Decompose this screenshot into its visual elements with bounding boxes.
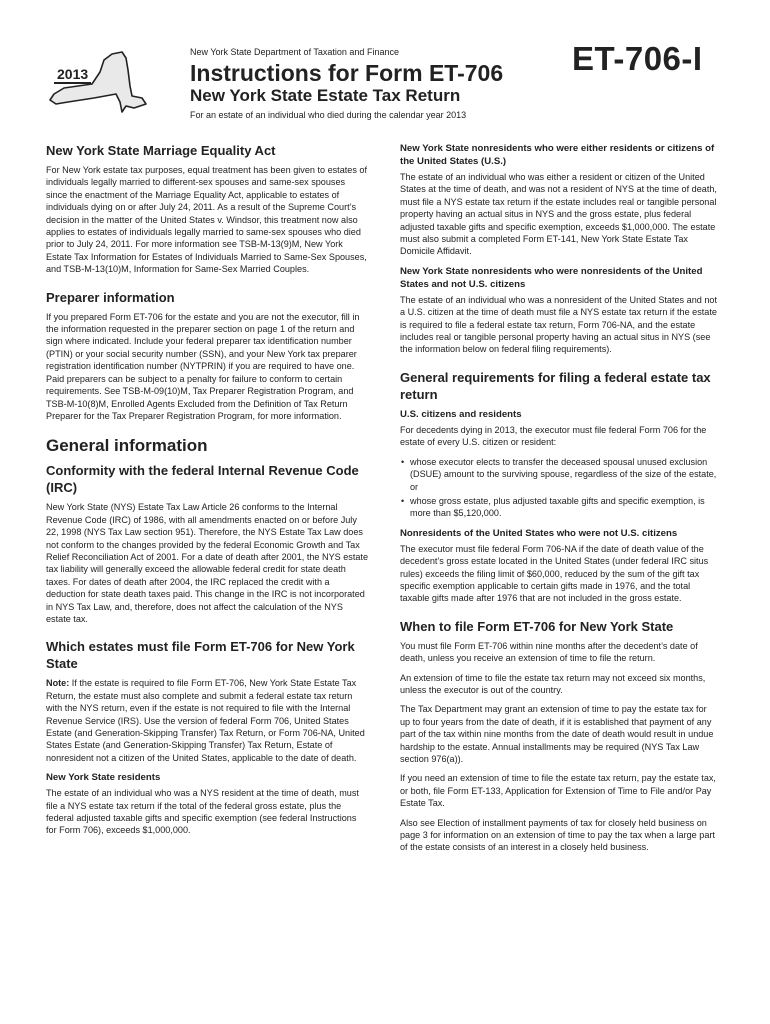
which-estates-note: [46, 677, 368, 764]
list-item: • whose executor elects to transfer the deceased spousal unused exclusion (DSUE) amount to the surviving spouse, regardless of the size of the estate, or: [410, 456, 718, 493]
when-to-file-heading: When to file Form ET-706 for New York State: [400, 618, 674, 634]
preparer-text: If you prepared Form ET-706 for the estate and you are not the executor, fill in the information requested in the preparer section on page 1 of the return and sign where indicated. Include your federal preparer tax identification number (PTIN) or your social security number (SSN), and your New York tax preparer registration identification number (NYTPRIN) if you are required to have one. Paid preparers can be subject to a penalty for failure to conform to certain requirements. See TSB-M-09(10)M, Tax Preparer Registration Program, and TSB-M-10(8)M, Enrolled Agents Excluded from the Definition of Tax Return Preparer for the Tax Preparer Registration Program, for more information.: [46, 311, 360, 421]
conformity-text: New York State (NYS) Estate Tax Law Article 26 conforms to the Internal Revenue Code (IRC) of 1986, with all amendments enacted on or before July 22, 1998 (NYS Tax Law section 951). Therefore, the NYS Estate Tax Law does not conform to the changes provided by the federal Economic Growth and Tax Relief Reconciliation Act of 2001. For a date of death after 2001, the NYS estate tax liability will generally exceed the allowable federal credit for state death taxes. For dates of death after 2004, the IRC replaced the credit with a deduction for state death taxes paid. This change in the IRC is not incorporated in NYS Tax Law, and, therefore, does not affect the calculation of the NYS estate tax.: [46, 502, 369, 624]
when-to-file-text-2: An extension of time to file the estate tax return may not exceed six months, unless the executor is out of the country.: [400, 672, 706, 695]
preparer-heading: Preparer information: [46, 289, 175, 305]
nonresident-noncitizens-text: The estate of an individual who was a nonresident of the United States and not a U.S. citizen at the time of death must file a NYS estate tax return if the estate is required to file a federal estate tax return, Form 706-NA, and the estate includes real or tangible personal property having an actual situs in NYS (see the information below on federal filing requirements).: [400, 294, 717, 355]
page-header: [0, 0, 770, 140]
marriage-equality-heading: New York State Marriage Equality Act: [46, 143, 276, 158]
note-label: Note:: [46, 678, 70, 689]
when-to-file-text-4: If you need an extension of time to file the estate tax return, pay the estate tax, or both, file Form ET-133, Application for Extension of Time to File and/or Pay Estate Tax.: [400, 773, 716, 809]
left-column: [46, 142, 368, 844]
when-to-file-text-3: The Tax Department may grant an extension of time to pay the estate tax for up to four years from the date of death, if it is established that payment of any part of the tax within nine months from the date of death would result in undue hardship to the estate. Annual installments may be required (NYS Tax Law section 976(a)).: [400, 704, 714, 764]
federal-requirements-heading: General requirements for filing a federal estate tax return: [400, 369, 711, 402]
when-to-file-text-5: Also see Election of installment payments of tax for closely held business on page 3 for information on an extension of time to pay the tax when a large part of the estate consists of an interest in a closely held business.: [400, 817, 715, 853]
which-estates-heading: Which estates must file Form ET-706 for New York State: [46, 639, 355, 672]
nonresident-noncitizens-federal-heading: Nonresidents of the United States who were not U.S. citizens: [400, 527, 678, 539]
page-title: Instructions for Form ET-706: [190, 60, 504, 86]
note-text: If the estate is required to file Form ET-706, New York State Estate Tax Return, the estate must also complete and submit a federal estate tax return with the NYS return, even if the estate is not required to file with the Internal Revenue Service (IRS). Use the version of federal Form 706, United States Estate (and Generation-Skipping Transfer) Tax Return, or Form 706-NA, United States Estate (and Generation-Skipping Transfer) Tax Return, Estate of nonresident not a citizen of the United States, applicable to the date of death.: [46, 678, 365, 763]
estate-year-note: For an estate of an individual who died during the calendar year 2013: [190, 110, 467, 120]
marriage-equality-text: For New York estate tax purposes, equal treatment has been given to estates of individuals legally married to different-sex spouses and same-sex spouses since the enactment of the Marriage Equality Act, applicable to estates of individuals dying on or after July 24, 2011. As a result of the Supreme Court’s decision in the matter of the United States v. Windsor, this treatment now also applies to estates of individuals legally married to same-sex spouses who died prior to July 24, 2011. For more information see TSB-M-13(9)M, New York Estate Tax Information for Estates of Individuals Married to Same-Sex Spouses, and TSB-M-13(10)M, Information for Same-Sex Married Couples.: [46, 165, 367, 275]
when-to-file-text-1: You must file Form ET-706 within nine months after the decedent’s date of death, unless you receive an extension of time to file the return.: [400, 640, 698, 664]
nonresident-citizens-text: The estate of an individual who was either a resident or citizen of the United States at the time of death, and was not a resident of NYS at the time of death, must file a NYS estate tax return if the estate includes real or tangible personal property having an actual situs in NYS and the gross estate, plus federal adjusted taxable gifts and specific exemption, exceeds $1,000,000. The estate must also submit a completed Form ET-141, New York State Estate Tax Domicile Affidavit.: [400, 172, 717, 257]
tax-year-badge: 2013: [54, 66, 91, 84]
nonresident-citizens-heading: New York State nonresidents who were either residents or citizens of the United States (U.S.): [400, 143, 715, 167]
federal-requirements-list: [400, 456, 718, 520]
department-name: New York State Department of Taxation and Finance: [190, 47, 399, 57]
nonresident-noncitizens-heading: New York State nonresidents who were nonresidents of the United States and not U.S. citizens: [400, 265, 703, 290]
page-subtitle: New York State Estate Tax Return: [190, 86, 461, 105]
ny-residents-text: The estate of an individual who was a NYS resident at the time of death, must file a NYS estate tax return if the total of the federal gross estate, plus the federal adjusted taxable gifts and specific exemption (see federal Instructions for Form 706), exceeds $1,000,000.: [46, 788, 359, 836]
general-information-heading: General information: [46, 436, 208, 456]
right-column: [400, 142, 718, 861]
list-item: • whose gross estate, plus adjusted taxable gifts and specific exemption, is more than $5,120,000.: [410, 495, 718, 520]
ny-residents-heading: New York State residents: [46, 772, 161, 784]
us-citizens-heading: U.S. citizens and residents: [400, 408, 522, 420]
conformity-heading: Conformity with the federal Internal Revenue Code (IRC): [46, 463, 359, 496]
nonresident-noncitizens-federal-text: The executor must file federal Form 706-NA if the date of death value of the decedent’s gross estate located in the United States (under federal IRC situs rules) exceeds the filing limit of $60,000, reduced by the sum of the gift tax specific exemption applicable to certain gifts made in 1976, and the total taxable gifts made after 1976 that are not included in the gross estate.: [400, 543, 709, 604]
us-citizens-text: For decedents dying in 2013, the executor must file federal Form 706 for the estate of every U.S. citizen or resident:: [400, 424, 707, 448]
form-number: ET-706-I: [572, 40, 703, 77]
new-york-state-map-icon: [34, 46, 150, 116]
